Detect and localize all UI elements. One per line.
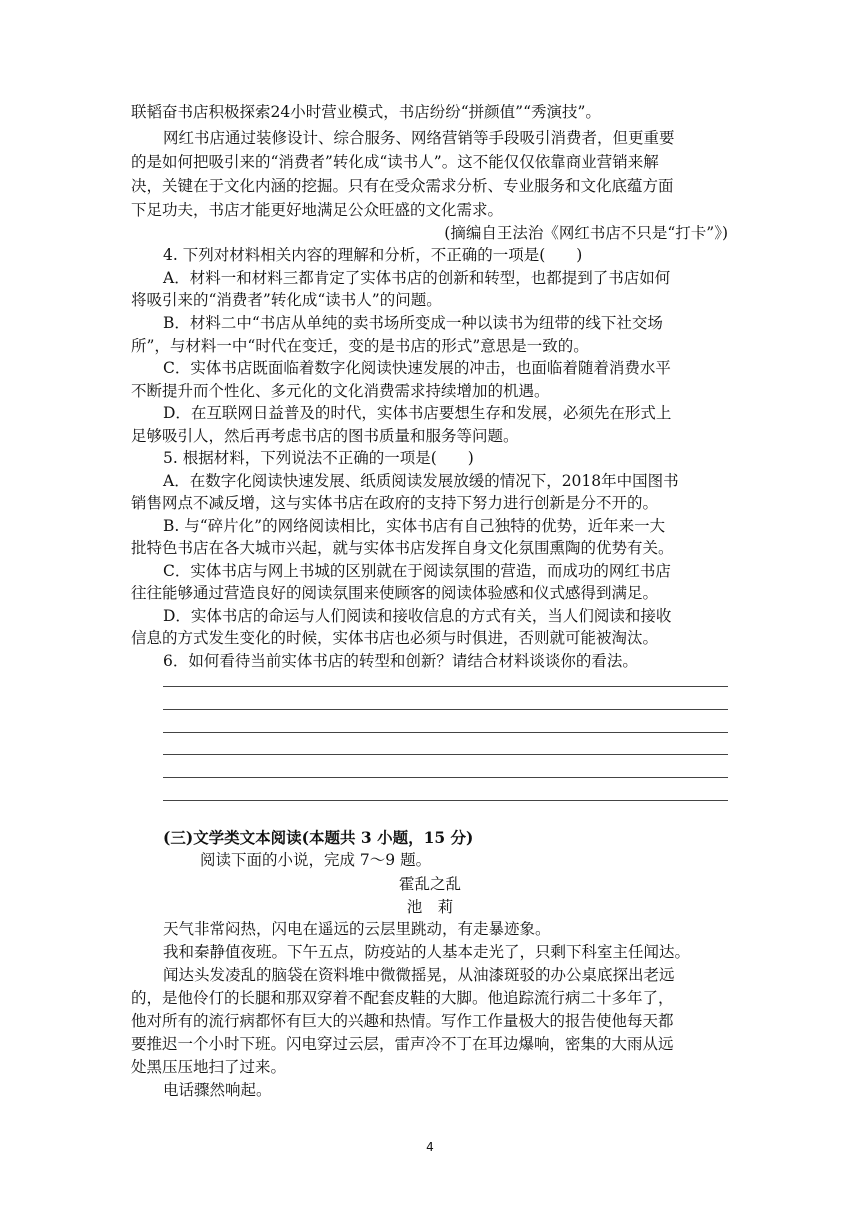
story-paragraph-cont: 的，是他伶仃的长腿和那双穿着不配套皮鞋的大脚。他追踪流行病二十多年了， bbox=[131, 989, 674, 1007]
question-5-option-d-cont: 信息的方式发生变化的时候，实体书店也必须与时俱进，否则就可能被淘汰。 bbox=[131, 629, 659, 647]
question-5-option-b-cont: 批特色书店在各大城市兴起，就与实体书店发挥自身文化氛围熏陶的优势有关。 bbox=[131, 539, 674, 557]
story-paragraph-cont: 要推迟一个小时下班。闪电穿过云层，雷声冷不丁在耳边爆响，密集的大雨从远 bbox=[131, 1035, 674, 1053]
question-5-option-a-cont: 销售网点不减反增，这与实体书店在政府的支持下努力进行创新是分不开的。 bbox=[131, 494, 659, 512]
answer-line[interactable] bbox=[163, 686, 728, 687]
question-6-stem: 6．如何看待当前实体书店的转型和创新？请结合材料谈谈你的看法。 bbox=[163, 652, 638, 670]
answer-line[interactable] bbox=[163, 732, 728, 733]
question-4-option-d-cont: 足够吸引人，然后再考虑书店的图书质量和服务等问题。 bbox=[131, 427, 519, 445]
text-line: 的是如何把吸引来的“消费者”转化成“读书人”。这不能仅仅依靠商业营销来解 bbox=[131, 153, 659, 171]
story-paragraph-cont: 他对所有的流行病都怀有巨大的兴趣和热情。写作工作量极大的报告使他每天都 bbox=[131, 1012, 674, 1030]
text-line: 下足功夫，书店才能更好地满足公众旺盛的文化需求。 bbox=[131, 201, 504, 219]
question-4-option-a-cont: 将吸引来的“消费者”转化成“读书人”的问题。 bbox=[131, 291, 442, 309]
answer-line[interactable] bbox=[163, 777, 728, 778]
question-5-option-c: C．实体书店与网上书城的区别就在于阅读氛围的营造，而成功的网红书店 bbox=[163, 562, 671, 580]
text-line: 决，关键在于文化内涵的挖掘。只有在受众需求分析、专业服务和文化底蕴方面 bbox=[131, 177, 674, 195]
text-line: 网红书店通过装修设计、综合服务、网络营销等手段吸引消费者，但更重要 bbox=[163, 129, 675, 147]
question-4-option-c: C．实体书店既面临着数字化阅读快速发展的冲击，也面临着随着消费水平 bbox=[163, 359, 671, 377]
source-citation: (摘编自王法治《网红书店不只是“打卡”》) bbox=[444, 224, 728, 242]
question-5-option-c-cont: 往往能够通过营造良好的阅读氛围来使顾客的阅读体验感和仪式感得到满足。 bbox=[131, 584, 659, 602]
story-paragraph: 我和秦静值夜班。下午五点，防疫站的人基本走光了，只剩下科室主任闻达。 bbox=[163, 943, 691, 961]
story-title: 霍乱之乱 bbox=[398, 875, 461, 893]
story-paragraph-cont: 处黑压压地扫了过来。 bbox=[131, 1058, 287, 1076]
question-4-option-b: B．材料二中“书店从单纯的卖书场所变成一种以读书为纽带的线下社交场 bbox=[163, 314, 663, 332]
question-5-option-b: B. 与“碎片化”的网络阅读相比，实体书店有自己独特的优势，近年来一大 bbox=[163, 517, 666, 535]
question-4-option-d: D．在互联网日益普及的时代，实体书店要想生存和发展，必须先在形式上 bbox=[163, 404, 672, 422]
question-5-stem: 5. 根据材料，下列说法不正确的一项是( ) bbox=[163, 449, 474, 467]
story-paragraph: 闻达头发凌乱的脑袋在资料堆中微微摇晃，从油漆斑驳的办公桌底探出老远 bbox=[163, 966, 675, 984]
answer-line[interactable] bbox=[163, 754, 728, 755]
story-author: 池 莉 bbox=[406, 898, 454, 916]
story-paragraph: 天气非常闷热，闪电在遥远的云层里跳动，有走暴迹象。 bbox=[163, 920, 551, 938]
section-title: (三)文学类文本阅读(本题共 3 小题，15 分) bbox=[163, 828, 474, 847]
story-paragraph: 电话骤然响起。 bbox=[163, 1081, 272, 1099]
question-5-option-a: A．在数字化阅读快速发展、纸质阅读发展放缓的情况下，2018年中国图书 bbox=[163, 472, 679, 490]
reading-instruction: 阅读下面的小说，完成 7～9 题。 bbox=[200, 851, 432, 869]
question-4-option-a: A．材料一和材料三都肯定了实体书店的创新和转型，也都提到了书店如何 bbox=[163, 269, 671, 287]
question-4-option-c-cont: 不断提升而个性化、多元化的文化消费需求持续增加的机遇。 bbox=[131, 382, 550, 400]
text-line: 联韬奋书店积极探索24小时营业模式，书店纷纷“拼颜值”“秀演技”。 bbox=[131, 103, 601, 121]
page-number: 4 bbox=[426, 1140, 434, 1154]
question-4-option-b-cont: 所”，与材料一中“时代在变迁，变的是书店的形式”意思是一致的。 bbox=[131, 337, 589, 355]
question-4-stem: 4. 下列对材料相关内容的理解和分析，不正确的一项是( ) bbox=[163, 246, 583, 264]
question-5-option-d: D．实体书店的命运与人们阅读和接收信息的方式有关，当人们阅读和接收 bbox=[163, 607, 672, 625]
answer-line[interactable] bbox=[163, 800, 728, 801]
answer-line[interactable] bbox=[163, 709, 728, 710]
